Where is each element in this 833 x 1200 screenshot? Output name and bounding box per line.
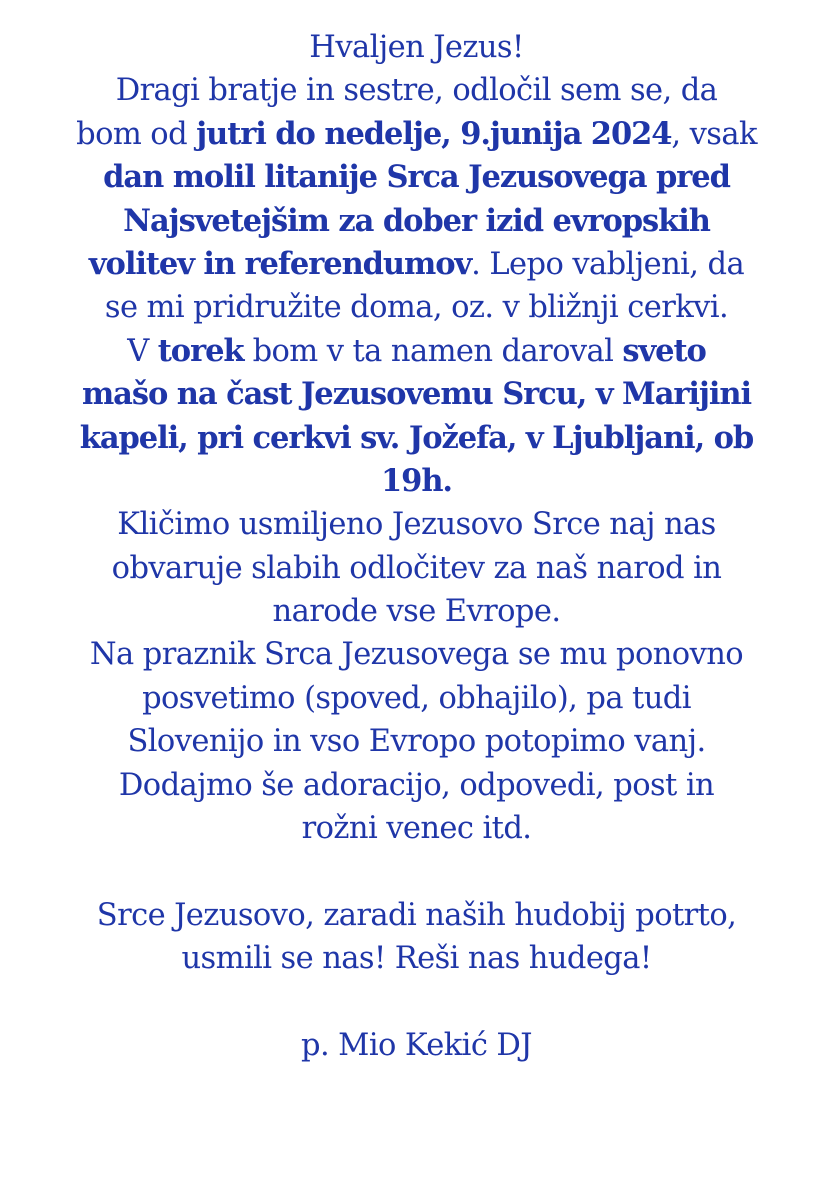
p4-line-2: posvetimo (spoved, obhajilo), pa tudi (142, 679, 691, 716)
spacer (0, 850, 833, 893)
p2-line-2 (6, 373, 826, 416)
mass-emphasis: sveto (622, 332, 706, 369)
prayer-line-2: usmili se nas! Reši nas hudega! (181, 940, 652, 977)
p1-line-6: se mi pridružite doma, oz. v bližnji cerkvi. (104, 289, 729, 326)
p4-line-5: rožni venec itd. (301, 810, 532, 847)
p2-text: bom v ta namen daroval (243, 332, 623, 369)
p2-line-4 (6, 460, 826, 503)
spacer (0, 981, 833, 1024)
p1-line-3 (6, 156, 826, 199)
p1-text: bom od (76, 115, 197, 152)
intention-emphasis: Najsvetejšim za dober izid evropskih (123, 202, 710, 239)
p2-line-3 (6, 417, 826, 460)
p4-line-4: Dodajmo še adoracijo, odpovedi, post in (118, 766, 715, 803)
p3-line-3: narode vse Evrope. (272, 593, 561, 630)
greeting: Hvaljen Jezus! (309, 29, 524, 65)
p4-line-3: Slovenijo in vso Evropo potopimo vanj. (127, 723, 706, 760)
p1-line-4 (6, 200, 826, 243)
p2-line-1 (6, 330, 826, 373)
p3-line-2: obvaruje slabih odločitev za naš narod in (111, 549, 722, 586)
date-emphasis: jutri do nedelje, 9.junija 2024 (196, 115, 672, 152)
intention-emphasis: dan molil litanije Srca Jezusovega pred (103, 159, 730, 196)
mass-emphasis: mašo na čast Jezusovemu Srcu, v Marijini (81, 376, 752, 413)
p4-line-1: Na praznik Srca Jezusovega se mu ponovno (89, 636, 744, 673)
p1-text: . Lepo vabljeni, da (471, 245, 745, 282)
p2-text: V (127, 332, 158, 369)
prayer-line-1: Srce Jezusovo, zaradi naših hudobij potrto, (96, 896, 737, 933)
time-emphasis: . (442, 462, 452, 499)
day-emphasis: torek (157, 332, 244, 369)
intention-emphasis: volitev in referendumov (88, 245, 472, 282)
p3-line-1: Kličimo usmiljeno Jezusovo Srce naj nas (117, 506, 716, 543)
time-emphasis: 19h (381, 462, 443, 499)
p1-line-5 (6, 243, 826, 286)
signature: p. Mio Kekić DJ (301, 1026, 532, 1063)
p1-line-2 (6, 113, 826, 156)
p1-line-1: Dragi bratje in sestre, odločil sem se, da (115, 72, 718, 109)
mass-emphasis: kapeli, pri cerkvi sv. Jožefa, v Ljubljani, ob (79, 419, 754, 456)
p1-text: , vsak (671, 115, 757, 152)
letter (0, 26, 833, 1067)
